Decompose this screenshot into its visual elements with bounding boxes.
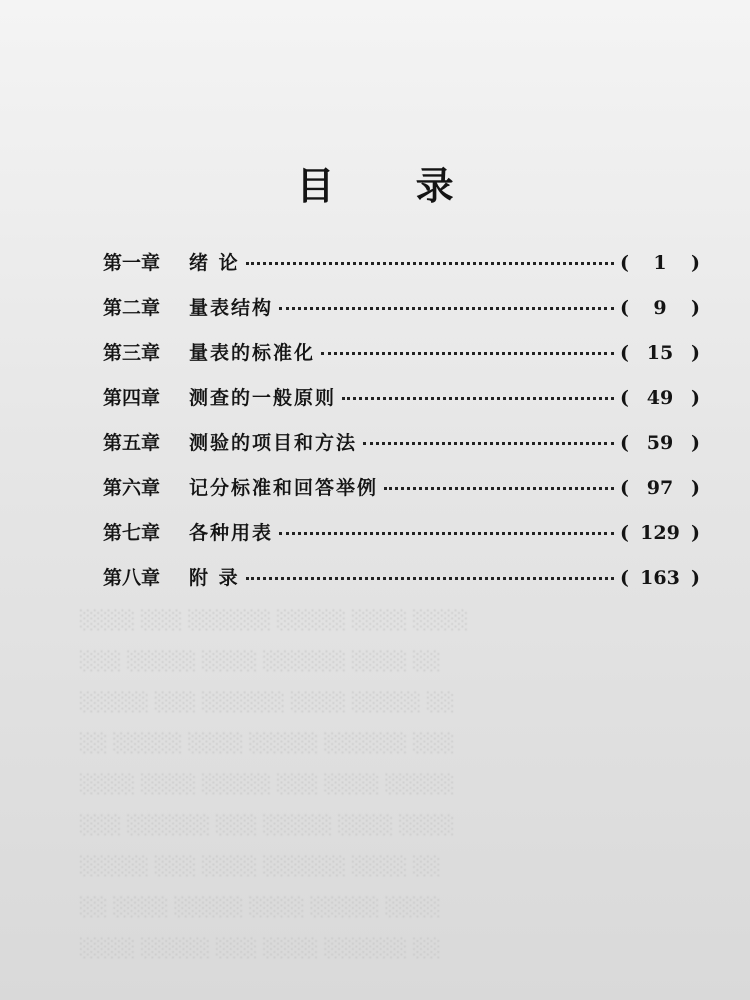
chapter-number: 第四章: [103, 387, 161, 409]
page-ref: [620, 477, 700, 499]
page-ref: [620, 342, 700, 364]
chapter-title: 量表的标准化: [189, 342, 316, 364]
paren-open: (: [620, 297, 629, 319]
chapter-title: 测查的一般原则: [189, 387, 337, 409]
page-number: 15: [646, 342, 674, 364]
paren-close: ): [691, 522, 700, 544]
page-ref: [620, 567, 700, 589]
toc-entry[interactable]: [103, 383, 700, 428]
toc-entry[interactable]: [103, 518, 700, 563]
paren-open: (: [620, 567, 629, 589]
chapter-number: 第三章: [103, 342, 161, 364]
dot-leader: [384, 487, 614, 490]
chapter-number: 第八章: [103, 567, 161, 589]
page-number: 9: [653, 297, 667, 319]
toc-entry[interactable]: [103, 473, 700, 518]
paren-open: (: [620, 522, 629, 544]
chapter-title: 附 录: [189, 567, 240, 589]
dot-leader: [279, 532, 614, 535]
dot-leader: [246, 577, 614, 580]
dot-leader: [246, 262, 614, 265]
toc-entry[interactable]: [103, 563, 700, 608]
chapter-title: 量表结构: [189, 297, 274, 319]
paren-close: ): [691, 477, 700, 499]
page-title: 目 录: [296, 163, 488, 208]
page-ref: [620, 297, 700, 319]
chapter-number: 第一章: [103, 252, 161, 274]
page-number: 59: [646, 432, 674, 454]
page-number: 49: [646, 387, 674, 409]
paren-open: (: [620, 342, 629, 364]
paren-open: (: [620, 252, 629, 274]
paren-open: (: [620, 432, 629, 454]
dot-leader: [321, 352, 614, 355]
toc-entry[interactable]: [103, 248, 700, 293]
chapter-title: 记分标准和回答举例: [189, 477, 379, 499]
toc-entry[interactable]: [103, 338, 700, 383]
page-number: 97: [646, 477, 674, 499]
paren-close: ): [691, 342, 700, 364]
dot-leader: [279, 307, 614, 310]
table-of-contents: [103, 248, 700, 608]
paren-close: ): [691, 387, 700, 409]
page-ref: [620, 252, 700, 274]
chapter-number: 第七章: [103, 522, 161, 544]
page-number: 163: [640, 567, 680, 589]
page-ref: [620, 387, 700, 409]
toc-entry[interactable]: [103, 428, 700, 473]
paren-open: (: [620, 387, 629, 409]
page-number: 1: [653, 252, 667, 274]
chapter-title: 各种用表: [189, 522, 274, 544]
dot-leader: [342, 397, 614, 400]
chapter-number: 第五章: [103, 432, 161, 454]
paren-open: (: [620, 477, 629, 499]
page-number: 129: [640, 522, 680, 544]
dot-leader: [363, 442, 614, 445]
chapter-number: 第六章: [103, 477, 161, 499]
chapter-title: 测验的项目和方法: [189, 432, 358, 454]
paren-close: ): [691, 432, 700, 454]
paren-close: ): [691, 252, 700, 274]
chapter-number: 第二章: [103, 297, 161, 319]
show-through-text: ░░░░ ░░░ ░░░░░░ ░░░░░ ░░░░ ░░░░ ░░░ ░░░░░ ░░░░ ░░░░░░ ░░░░ ░░ ░░░░░ ░░░ ░░░░░░ ░░░░ ░░░░░ ░░ ░░ ░░░░░ ░░░░ ░░░░░ ░░░░░░ ░░░ ░░░░ ░░░░ ░░░░░ ░░░ ░░░░ ░░░░░ ░░░ ░░░░░░ ░░░ ░░░░░ ░░░░ ░░░░ ░░░░░ ░░░ ░░░░ ░░░░░░ ░░░░ ░░ ░░ ░░░░ ░░░░░ ░░░░ ░░░░░ ░░░░ ░░░░ ░░░░░ ░░░ ░░░░ ░░░░░░ ░░: [80, 610, 469, 959]
page-ref: [620, 432, 700, 454]
page-ref: [620, 522, 700, 544]
paren-close: ): [691, 297, 700, 319]
paren-close: ): [691, 567, 700, 589]
chapter-title: 绪 论: [189, 252, 240, 274]
toc-entry[interactable]: [103, 293, 700, 338]
